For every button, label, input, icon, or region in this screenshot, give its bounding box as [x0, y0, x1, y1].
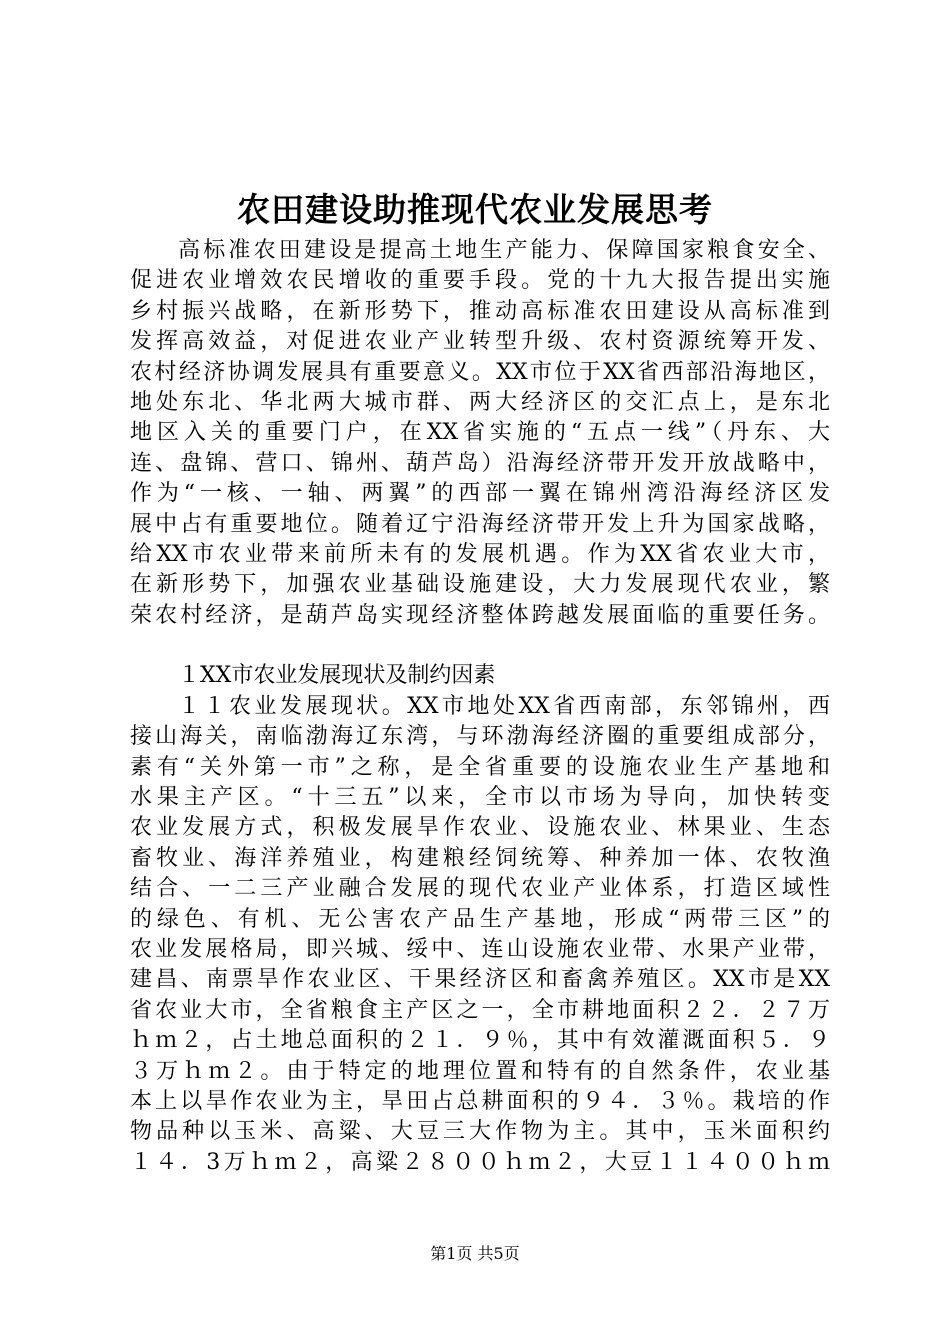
- paragraph-line: 素有“关外第一市”之称，是全省重要的设施农业生产基地和: [130, 754, 830, 780]
- paragraph-line: 给XX市农业带来前所未有的发展机遇。作为XX省农业大市，: [130, 541, 830, 567]
- paragraph-line: 建昌、南票旱作农业区、干果经济区和畜禽养殖区。XX市是XX: [130, 967, 830, 993]
- page-footer: 第1页 共5页: [430, 1244, 520, 1263]
- paragraph-line: 物品种以玉米、高粱、大豆三大作物为主。其中，玉米面积约: [130, 1119, 830, 1145]
- paragraph-line: 接山海关，南临渤海辽东湾，与环渤海经济圈的重要组成部分，: [130, 724, 830, 750]
- section-heading: １XX市农业发展现状及制约因素: [178, 663, 496, 689]
- document-body: [130, 236, 830, 1178]
- paragraph-line: 发挥高效益，对促进农业产业转型升级、农村资源统筹开发、: [130, 329, 830, 355]
- paragraph-line: 在新形势下，加强农业基础设施建设，大力发展现代农业，繁: [130, 572, 830, 598]
- paragraph-line: 结合、一二三产业融合发展的现代农业产业体系，打造区域性: [130, 876, 830, 902]
- paragraph-line: 促进农业增效农民增收的重要手段。党的十九大报告提出实施: [130, 268, 830, 294]
- paragraph-line: 农业发展格局，即兴城、绥中、连山设施农业带、水果产业带，: [130, 936, 830, 962]
- paragraph-line: ｈｍ２，占土地总面积的２１．９％，其中有效灌溉面积５．９: [130, 1028, 830, 1054]
- paragraph-line: 本上以旱作农业为主，旱田占总耕面积的９４．３％。栽培的作: [130, 1088, 830, 1114]
- paragraph-line: 高标准农田建设是提高土地生产能力、保障国家粮食安全、: [178, 238, 830, 263]
- paragraph-line: 农村经济协调发展具有重要意义。XX市位于XX省西部沿海地区，: [130, 359, 830, 385]
- paragraph-line: 乡村振兴战略，在新形势下，推动高标准农田建设从高标准到: [130, 298, 830, 324]
- paragraph-spacer: [130, 631, 830, 661]
- paragraph-line: 畜牧业、海洋养殖业，构建粮经饲统筹、种养加一体、农牧渔: [130, 845, 830, 871]
- paragraph-line: 连、盘锦、营口、锦州、葫芦岛）沿海经济带开发开放战略中，: [130, 450, 830, 476]
- paragraph-line: 展中占有重要地位。随着辽宁沿海经济带开发上升为国家战略，: [130, 511, 830, 537]
- paragraph-line: ３万ｈｍ２。由于特定的地理位置和特有的自然条件，农业基: [130, 1058, 830, 1084]
- paragraph-line: 地处东北、华北两大城市群、两大经济区的交汇点上，是东北: [130, 389, 830, 415]
- paragraph-line: １１农业发展现状。XX市地处XX省西南部，东邻锦州，西: [178, 693, 830, 719]
- paragraph-line: １４．3万ｈｍ２，高粱２８００ｈｍ２，大豆１１４００ｈｍ: [130, 1149, 830, 1175]
- paragraph-line: 地区入关的重要门户，在XX省实施的“五点一线”（丹东、大: [130, 420, 830, 446]
- paragraph-line: 水果主产区。“十三五”以来，全市以市场为导向，加快转变: [130, 785, 830, 811]
- paragraph-line: 作为“一核、一轴、两翼”的西部一翼在锦州湾沿海经济区发: [130, 481, 830, 507]
- paragraph-line: 省农业大市，全省粮食主产区之一，全市耕地面积２２．２７万: [130, 997, 830, 1023]
- paragraph-line: 的绿色、有机、无公害农产品生产基地，形成“两带三区”的: [130, 906, 830, 932]
- document-title: 农田建设助推现代农业发展思考: [237, 190, 713, 229]
- paragraph-line: 荣农村经济，是葫芦岛实现经济整体跨越发展面临的重要任务。: [130, 602, 830, 628]
- paragraph-line: 农业发展方式，积极发展旱作农业、设施农业、林果业、生态: [130, 815, 830, 841]
